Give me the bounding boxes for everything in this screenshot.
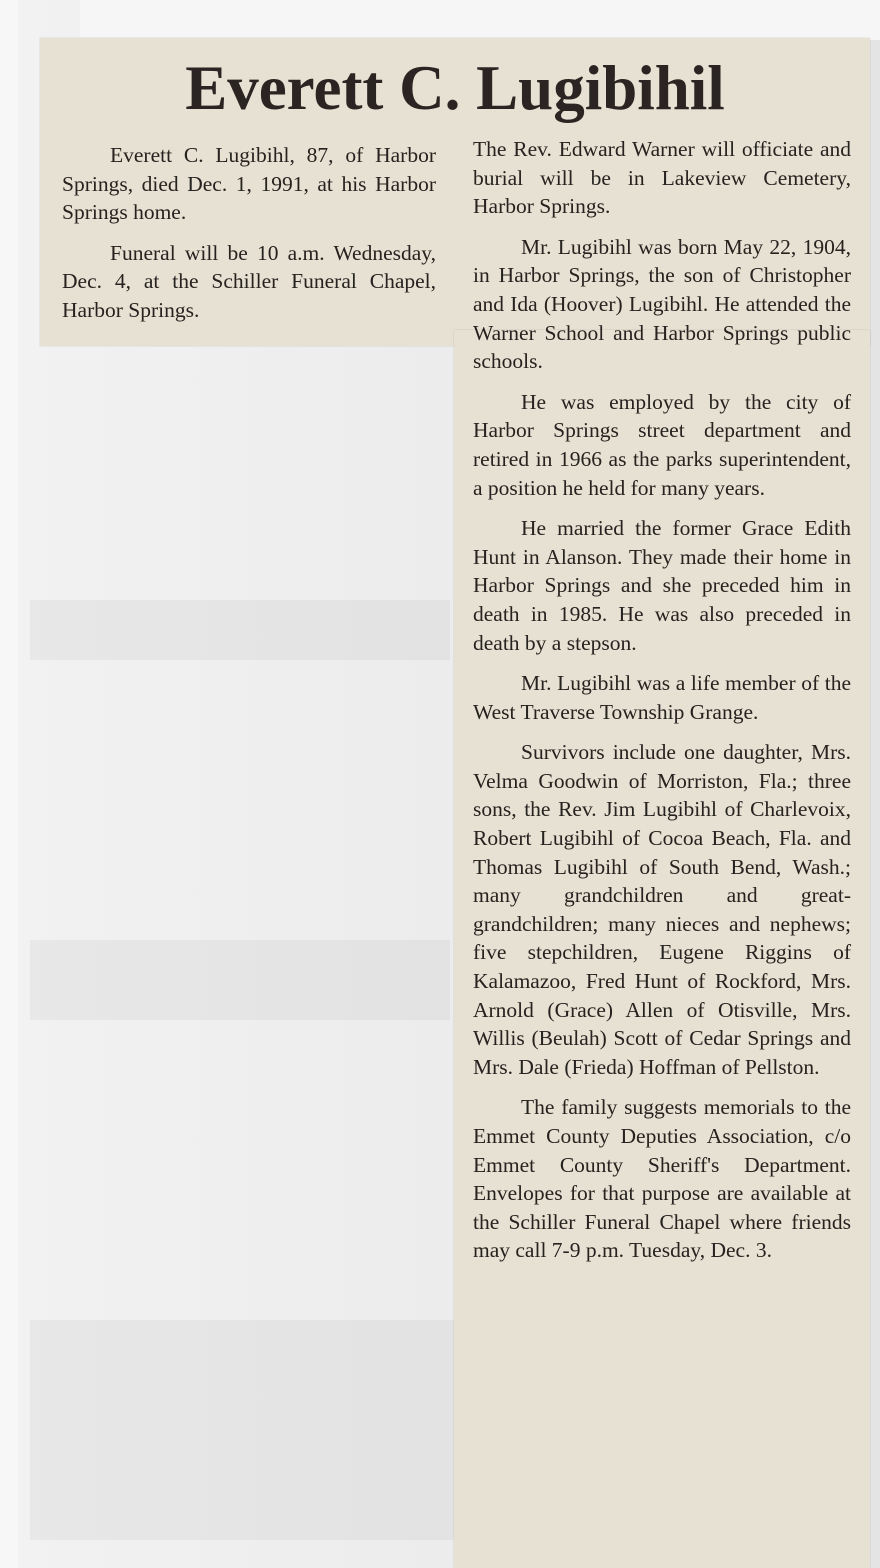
bleed-through-block (30, 600, 450, 660)
paragraph-grange-membership: Mr. Lugibihl was a life member of the West Traverse Township Grange. (473, 671, 851, 724)
scan-top-strip (80, 0, 880, 40)
paragraph-death-notice: Everett C. Lugibihl, 87, of Harbor Springs, died Dec. 1, 1991, at his Harbor Springs home. (62, 143, 436, 225)
paragraph-employment: He was employed by the city of Harbor Springs street department and retired in 1966 as the parks superintendent, a position he held for many years. (473, 389, 851, 500)
right-text-column (473, 135, 851, 1265)
bleed-through-block (30, 1320, 460, 1540)
scan-left-edge (0, 0, 18, 1568)
paragraph-marriage: He married the former Grace Edith Hunt in Alanson. They made their home in Harbor Springs and she preceded him in death in 1985. He was also preceded in death by a stepson. (473, 516, 851, 655)
bleed-through-block (30, 940, 450, 1020)
paragraph-survivors: Survivors include one daughter, Mrs. Velma Goodwin of Morriston, Fla.; three sons, the Rev. Jim Lugibihl of Charlevoix, Robert Lugibihl of Cocoa Beach, Fla. and Thomas Lugibihl of South Bend, Wash.; many grandchildren and great-grandchildren; many nieces and nephews; five stepchildren, Eugene Riggins of Kalamazoo, Fred Hunt of Rockford, Mrs. Arnold (Grace) Allen of Otisville, Mrs. Willis (Beulah) Scott of Cedar Springs and Mrs. Dale (Frieda) Hoffman of Pellston. (473, 740, 851, 1079)
paragraph-officiant-burial: The Rev. Edward Warner will officiate and burial will be in Lakeview Cemetery, Harbor Springs. (473, 137, 851, 219)
left-text-column (62, 141, 436, 325)
obituary-headline: Everett C. Lugibihil (185, 53, 725, 123)
paragraph-birth-schooling: Mr. Lugibihl was born May 22, 1904, in Harbor Springs, the son of Christopher and Ida (Hoover) Lugibihl. He attended the Warner School and Harbor Springs public schools. (473, 234, 851, 374)
paragraph-memorials: The family suggests memorials to the Emmet County Deputies Association, c/o Emmet County Sheriff's Department. Envelopes for that purpose are available at the Schiller Funeral Chapel where friends may call 7-9 p.m. Tuesday, Dec. 3. (473, 1095, 851, 1263)
paragraph-funeral-time: Funeral will be 10 a.m. Wednesday, Dec. 4, at the Schiller Funeral Chapel, Harbor Springs. (62, 240, 436, 322)
